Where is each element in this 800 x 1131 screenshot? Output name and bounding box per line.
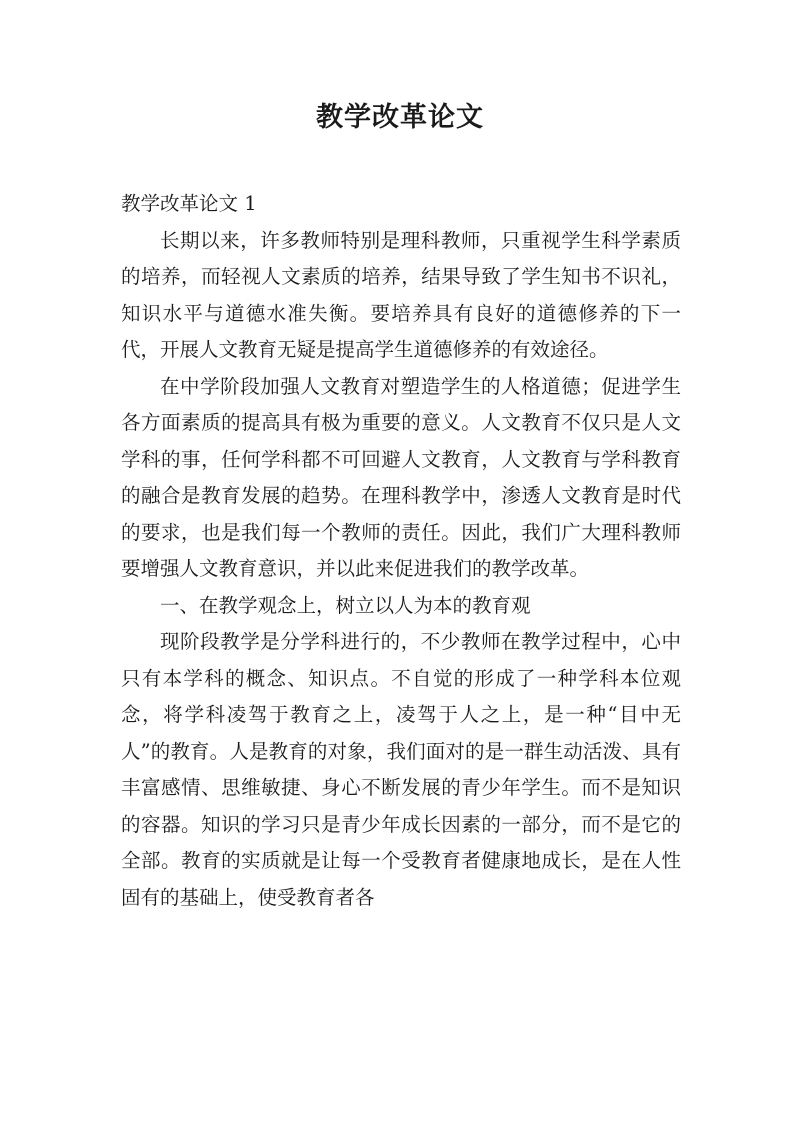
subheading-teaching-concept: 一、在教学观念上，树立以人为本的教育观 xyxy=(160,593,531,617)
document-body xyxy=(121,186,681,916)
paragraph-current-stage: 现阶段教学是分学科进行的，不少教师在教学过程中，心中只有本学科的概念、知识点。不自觉的形成了一种学科本位观念，将学科凌驾于教育之上，凌驾于人之上，是一种“目中无人”的教育。人是教育的对象，我们面对的是一群生动活泼、具有丰富感情、思维敏捷、身心不断发展的青少年学生。而不是知识的容器。知识的学习只是青少年成长因素的一部分，而不是它的全部。教育的实质就是让每一个受教育者健康地成长，是在人性固有的基础上，使受教育者各 xyxy=(121,630,681,909)
section-title: 教学改革论文 1 xyxy=(121,192,257,215)
paragraph-intro: 长期以来，许多教师特别是理科教师，只重视学生科学素质的培养，而轻视人文素质的培养，结果导致了学生知书不识礼，知识水平与道德水准失衡。要培养具有良好的道德修养的下一代，开展人文教育无疑是提高学生道德修养的有效途径。 xyxy=(121,228,681,361)
paragraph-humanities: 在中学阶段加强人文教育对塑造学生的人格道德；促进学生各方面素质的提高具有极为重要的意义。人文教育不仅只是人文学科的事，任何学科都不可回避人文教育，人文教育与学科教育的融合是教育发展的趋势。在理科教学中，渗透人文教育是时代的要求，也是我们每一个教师的责任。因此，我们广大理科教师要增强人文教育意识，并以此来促进我们的教学改革。 xyxy=(121,374,681,580)
document-title: 教学改革论文 xyxy=(316,102,484,133)
